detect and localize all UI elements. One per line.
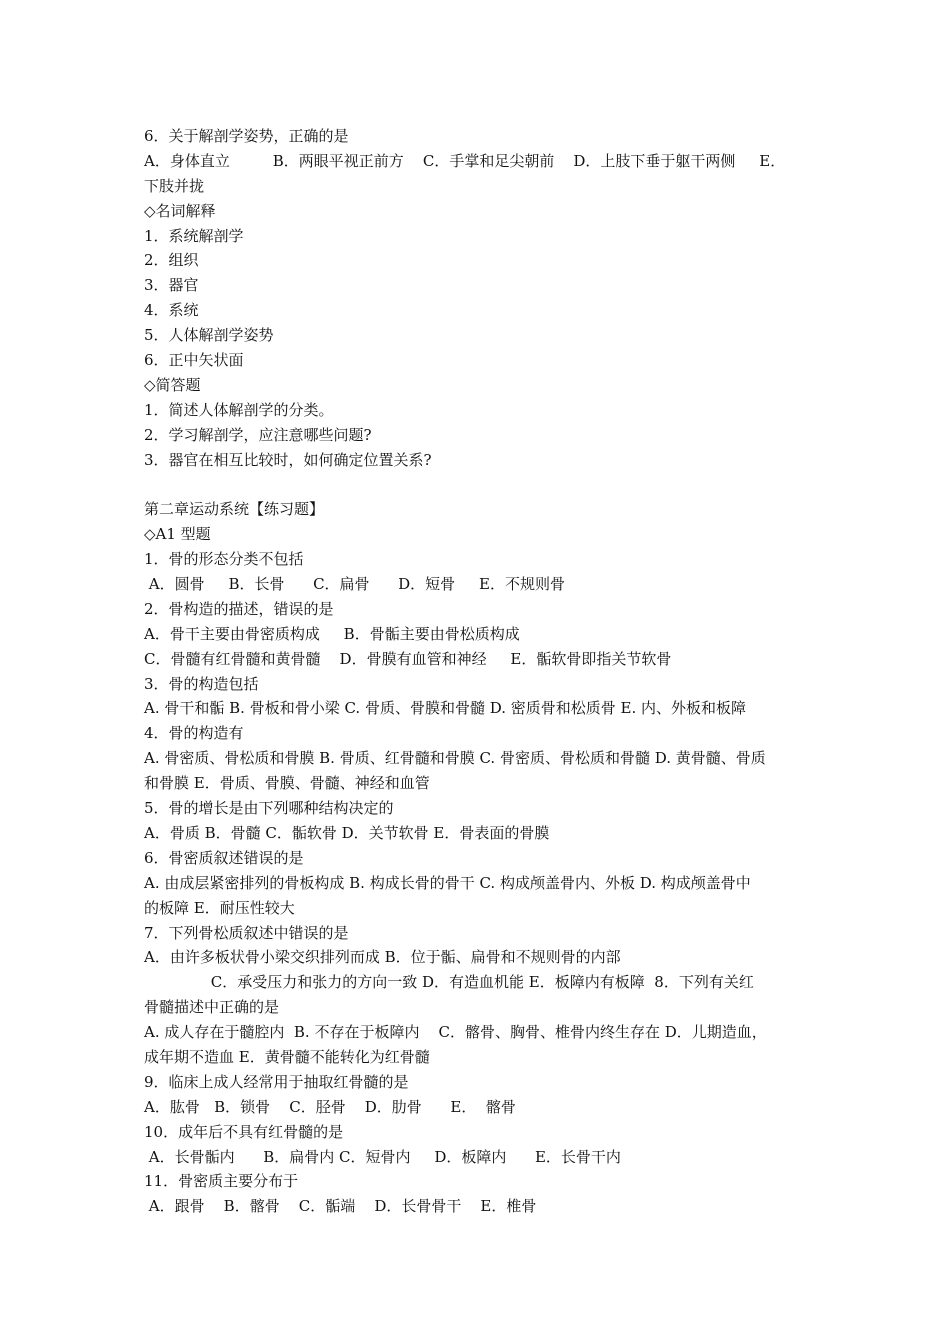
document-body xyxy=(144,124,814,1219)
section-heading: ◇名词解释 xyxy=(144,201,216,220)
question-text-continued: 骨髓描述中正确的是 xyxy=(144,998,280,1017)
answer-options: A．圆骨 B．长骨 C．扁骨 D．短骨 E．不规则骨 xyxy=(144,575,565,594)
answer-options-continued: 成年期不造血 E．黄骨髓不能转化为红骨髓 xyxy=(144,1047,430,1066)
answer-options: C．骨髓有红骨髓和黄骨髓 D．骨膜有血管和神经 E．骺软骨即指关节软骨 xyxy=(144,649,672,668)
section-heading: ◇A1 型题 xyxy=(144,525,211,544)
answer-options: A．跟骨 B．髂骨 C．骺端 D．长骨骨干 E．椎骨 xyxy=(144,1197,537,1216)
answer-options: A．长骨骺内 B．扁骨内 C．短骨内 D．板障内 E．长骨干内 xyxy=(144,1147,621,1166)
answer-options: A．骨质 B．骨髓 C．骺软骨 D．关节软骨 E．骨表面的骨膜 xyxy=(144,823,550,842)
chapter-heading: 第二章运动系统【练习题】 xyxy=(144,500,325,519)
answer-options: A．肱骨 B．锁骨 C．胫骨 D．肋骨 E． 髂骨 xyxy=(144,1097,516,1116)
answer-options: A. 骨密质、骨松质和骨膜 B. 骨质、红骨髓和骨膜 C. 骨密质、骨松质和骨髓 D. 黄骨髓、骨质 xyxy=(144,749,766,768)
answer-options-continued: 下肢并拢 xyxy=(144,176,205,195)
question-text: 1．骨的形态分类不包括 xyxy=(144,550,304,569)
answer-options-continued: 的板障 E．耐压性较大 xyxy=(144,898,295,917)
question-text: 2．骨构造的描述，错误的是 xyxy=(144,599,334,618)
answer-options: A. 成人存在于髓腔内 B. 不存在于板障内 C．髂骨、胸骨、椎骨内终生存在 D．儿期造血， xyxy=(144,1023,767,1042)
question-text: 10．成年后不具有红骨髓的是 xyxy=(144,1122,344,1141)
answer-options-continued: C．承受压力和张力的方向一致 D．有造血机能 E．板障内有板障 8．下列有关红 xyxy=(144,973,754,992)
answer-options: A. 由成层紧密排列的骨板构成 B. 构成长骨的骨干 C. 构成颅盖骨内、外板 D. 构成颅盖骨中 xyxy=(144,873,751,892)
answer-options-continued: 和骨膜 E．骨质、骨膜、骨髓、神经和血管 xyxy=(144,774,430,793)
short-answer-item: 3．器官在相互比较时，如何确定位置关系? xyxy=(144,450,432,469)
question-text: 6．关于解剖学姿势，正确的是 xyxy=(144,127,349,145)
answer-options: A．由许多板状骨小梁交织排列而成 B．位于骺、扁骨和不规则骨的内部 xyxy=(144,948,621,967)
question-text: 11．骨密质主要分布于 xyxy=(144,1172,299,1191)
blank-line xyxy=(144,472,814,497)
answer-options: A. 骨干和骺 B. 骨板和骨小梁 C. 骨质、骨膜和骨髓 D. 密质骨和松质骨 E. 内、外板和板障 xyxy=(144,699,746,718)
term-item: 3．器官 xyxy=(144,276,199,295)
short-answer-item: 2．学习解剖学，应注意哪些问题? xyxy=(144,425,372,444)
term-item: 2．组织 xyxy=(144,251,199,270)
question-text: 7．下列骨松质叙述中错误的是 xyxy=(144,923,349,942)
term-item: 5．人体解剖学姿势 xyxy=(144,326,274,345)
term-item: 1．系统解剖学 xyxy=(144,226,244,245)
question-text: 6．骨密质叙述错误的是 xyxy=(144,848,304,867)
question-text: 4．骨的构造有 xyxy=(144,724,244,743)
section-heading: ◇简答题 xyxy=(144,375,201,394)
term-item: 6．正中矢状面 xyxy=(144,351,244,370)
term-item: 4．系统 xyxy=(144,301,199,320)
question-text: 9．临床上成人经常用于抽取红骨髓的是 xyxy=(144,1072,409,1091)
answer-options: A．骨干主要由骨密质构成 B．骨骺主要由骨松质构成 xyxy=(144,624,520,643)
question-text: 5．骨的增长是由下列哪种结构决定的 xyxy=(144,799,394,818)
short-answer-item: 1．简述人体解剖学的分类。 xyxy=(144,400,334,419)
question-text: 3．骨的构造包括 xyxy=(144,674,259,693)
answer-options: A．身体直立 B．两眼平视正前方 C．手掌和足尖朝前 D．上肢下垂于躯干两侧 E． xyxy=(144,151,786,170)
